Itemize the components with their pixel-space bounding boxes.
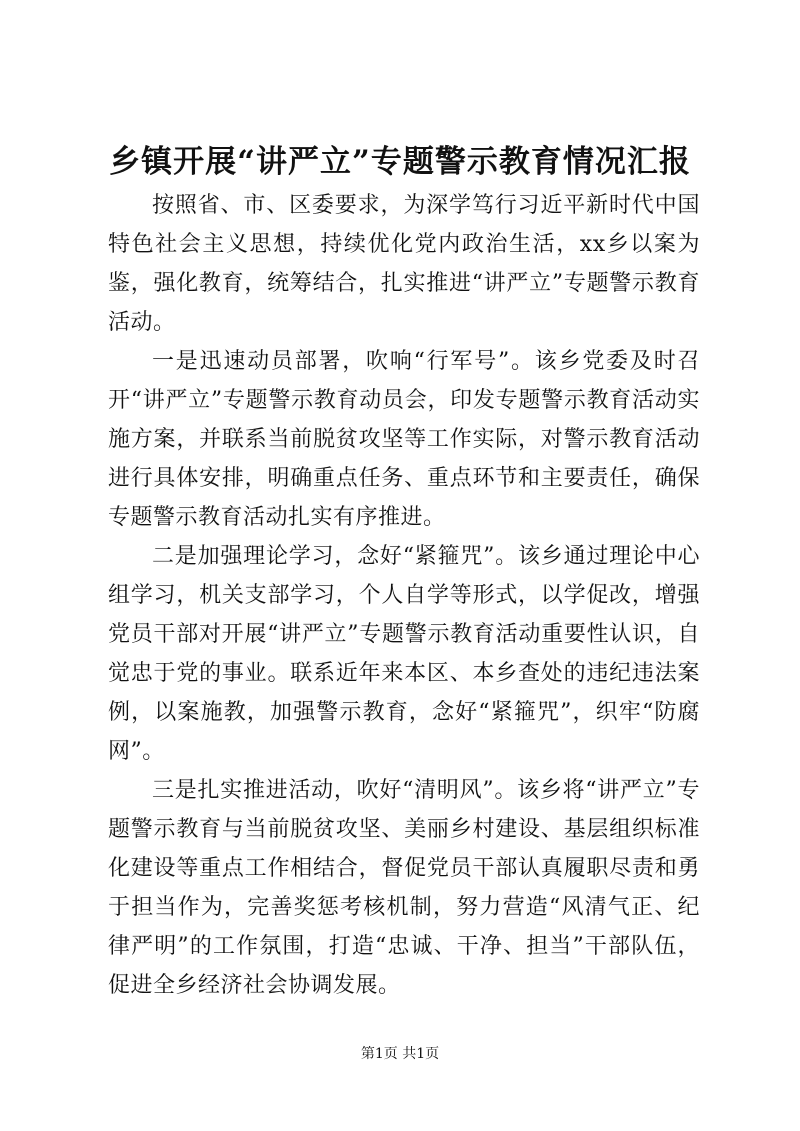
paragraph-intro: 按照省、市、区委要求，为深学笃行习近平新时代中国特色社会主义思想，持续优化党内政治生活，xx乡以案为鉴，强化教育，统筹结合，扎实推进“讲严立”专题警示教育活动。 <box>108 193 700 335</box>
document-body <box>108 186 700 1005</box>
paragraph-mobilization: 一是迅速动员部署，吹响“行军号”。该乡党委及时召开“讲严立”专题警示教育动员会，印发专题警示教育活动实施方案，并联系当前脱贫攻坚等工作实际，对警示教育活动进行具体安排，明确重点任务、重点环节和主要责任，确保专题警示教育活动扎实有序推进。 <box>108 349 700 530</box>
paragraph-activities: 三是扎实推进活动，吹好“清明风”。该乡将“讲严立”专题警示教育与当前脱贫攻坚、美丽乡村建设、基层组织标准化建设等重点工作相结合，督促党员干部认真履职尽责和勇于担当作为，完善奖惩考核机制，努力营造“风清气正、纪律严明”的工作氛围，打造“忠诚、干净、担当”干部队伍，促进全乡经济社会协调发展。 <box>108 778 700 998</box>
paragraph-theory-study: 二是加强理论学习，念好“紧箍咒”。该乡通过理论中心组学习，机关支部学习，个人自学等形式，以学促改，增强党员干部对开展“讲严立”专题警示教育活动重要性认识，自觉忠于党的事业。联系近年来本区、本乡查处的违纪违法案例，以案施教，加强警示教育，念好“紧箍咒”，织牢“防腐网”。 <box>108 544 700 764</box>
page-footer: 第1页 共1页 <box>360 1046 440 1062</box>
document-title: 乡镇开展“讲严立”专题警示教育情况汇报 <box>109 144 691 180</box>
